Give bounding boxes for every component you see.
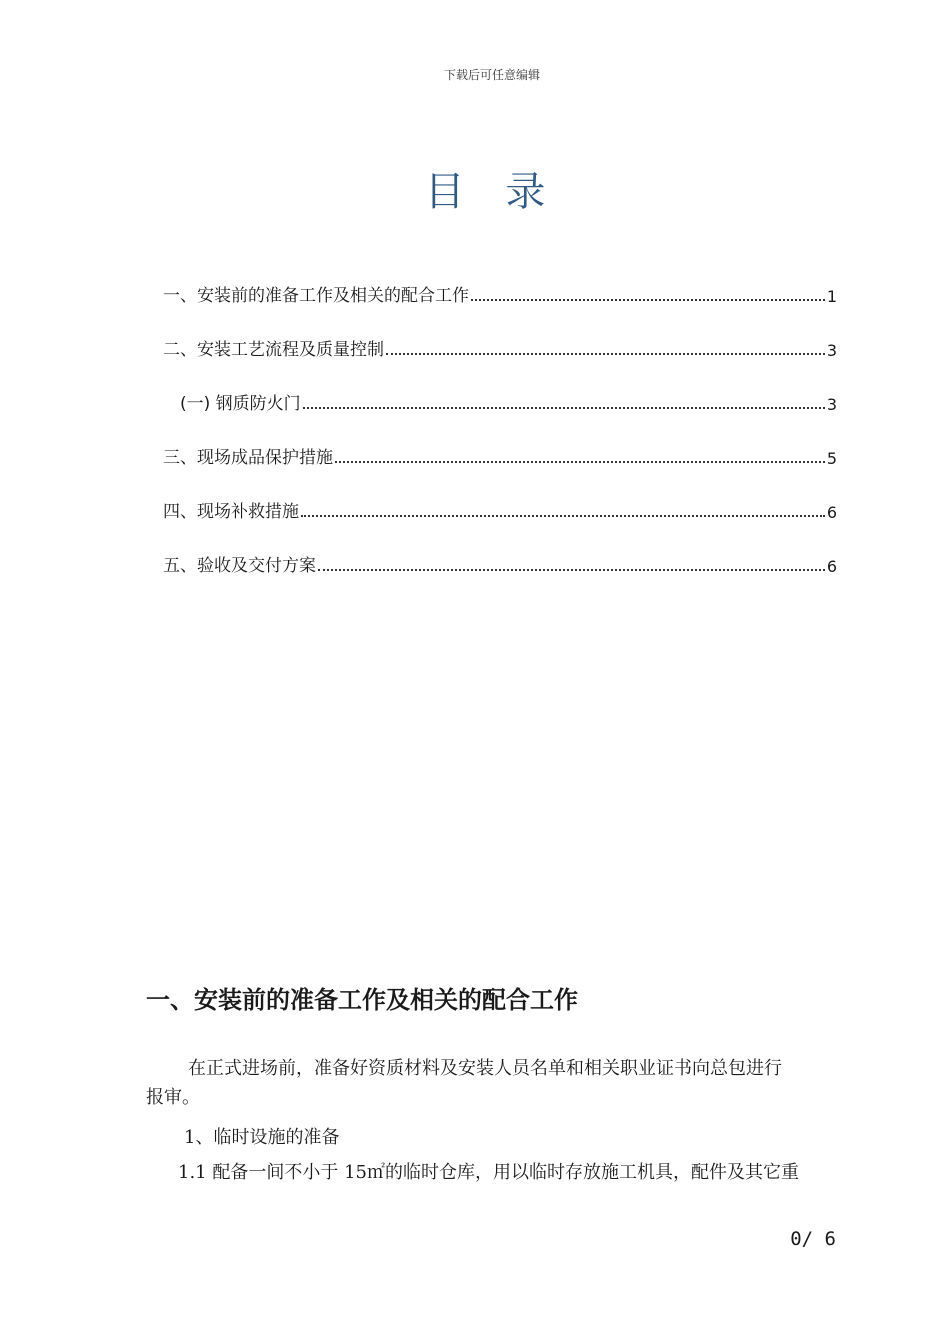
toc-entry[interactable] xyxy=(163,282,837,306)
toc-leader-dots xyxy=(303,407,825,409)
page-number: 0/ 6 xyxy=(790,1228,836,1250)
body-paragraph-line: 报审。 xyxy=(146,1087,200,1108)
toc-entry-label: 二、安装工艺流程及质量控制 xyxy=(163,340,384,360)
toc-entry[interactable] xyxy=(163,336,837,360)
toc-title: 目 录 xyxy=(424,169,560,215)
toc-entry[interactable] xyxy=(163,498,837,522)
toc-entry-label: (一) 钢质防火门 xyxy=(180,394,301,414)
section-heading: 一、安装前的准备工作及相关的配合工作 xyxy=(146,986,578,1014)
toc-entry[interactable] xyxy=(163,552,837,576)
body-paragraph-line: 在正式进场前，准备好资质材料及安装人员名单和相关职业证书向总包进行 xyxy=(188,1058,782,1079)
list-item-heading: 1、临时设施的准备 xyxy=(184,1127,340,1148)
toc-entry-page: 3 xyxy=(826,395,837,414)
toc-entry[interactable] xyxy=(180,390,837,414)
toc-entry-page: 1 xyxy=(826,287,837,306)
toc-entry-page: 6 xyxy=(826,503,837,522)
toc-entry-page: 6 xyxy=(826,557,837,576)
toc-entry-label: 五、验收及交付方案 xyxy=(163,556,316,576)
toc-leader-dots xyxy=(471,299,825,301)
toc-entry-page: 5 xyxy=(826,449,837,468)
toc-entry-label: 三、现场成品保护措施 xyxy=(163,448,333,468)
header-note: 下载后可任意编辑 xyxy=(443,68,540,82)
toc-entry-label: 一、安装前的准备工作及相关的配合工作 xyxy=(163,286,469,306)
toc-entry-page: 3 xyxy=(826,341,837,360)
toc-leader-dots xyxy=(386,353,825,355)
toc-entry-label: 四、现场补救措施 xyxy=(163,502,299,522)
toc-leader-dots xyxy=(301,515,825,517)
toc-leader-dots xyxy=(318,569,825,571)
toc-leader-dots xyxy=(335,461,825,463)
body-paragraph xyxy=(146,1054,836,1112)
toc-entry[interactable] xyxy=(163,444,837,468)
list-item-text: 1.1 配备一间不小于 15㎡的临时仓库，用以临时存放施工机具，配件及其它重 xyxy=(178,1162,799,1183)
